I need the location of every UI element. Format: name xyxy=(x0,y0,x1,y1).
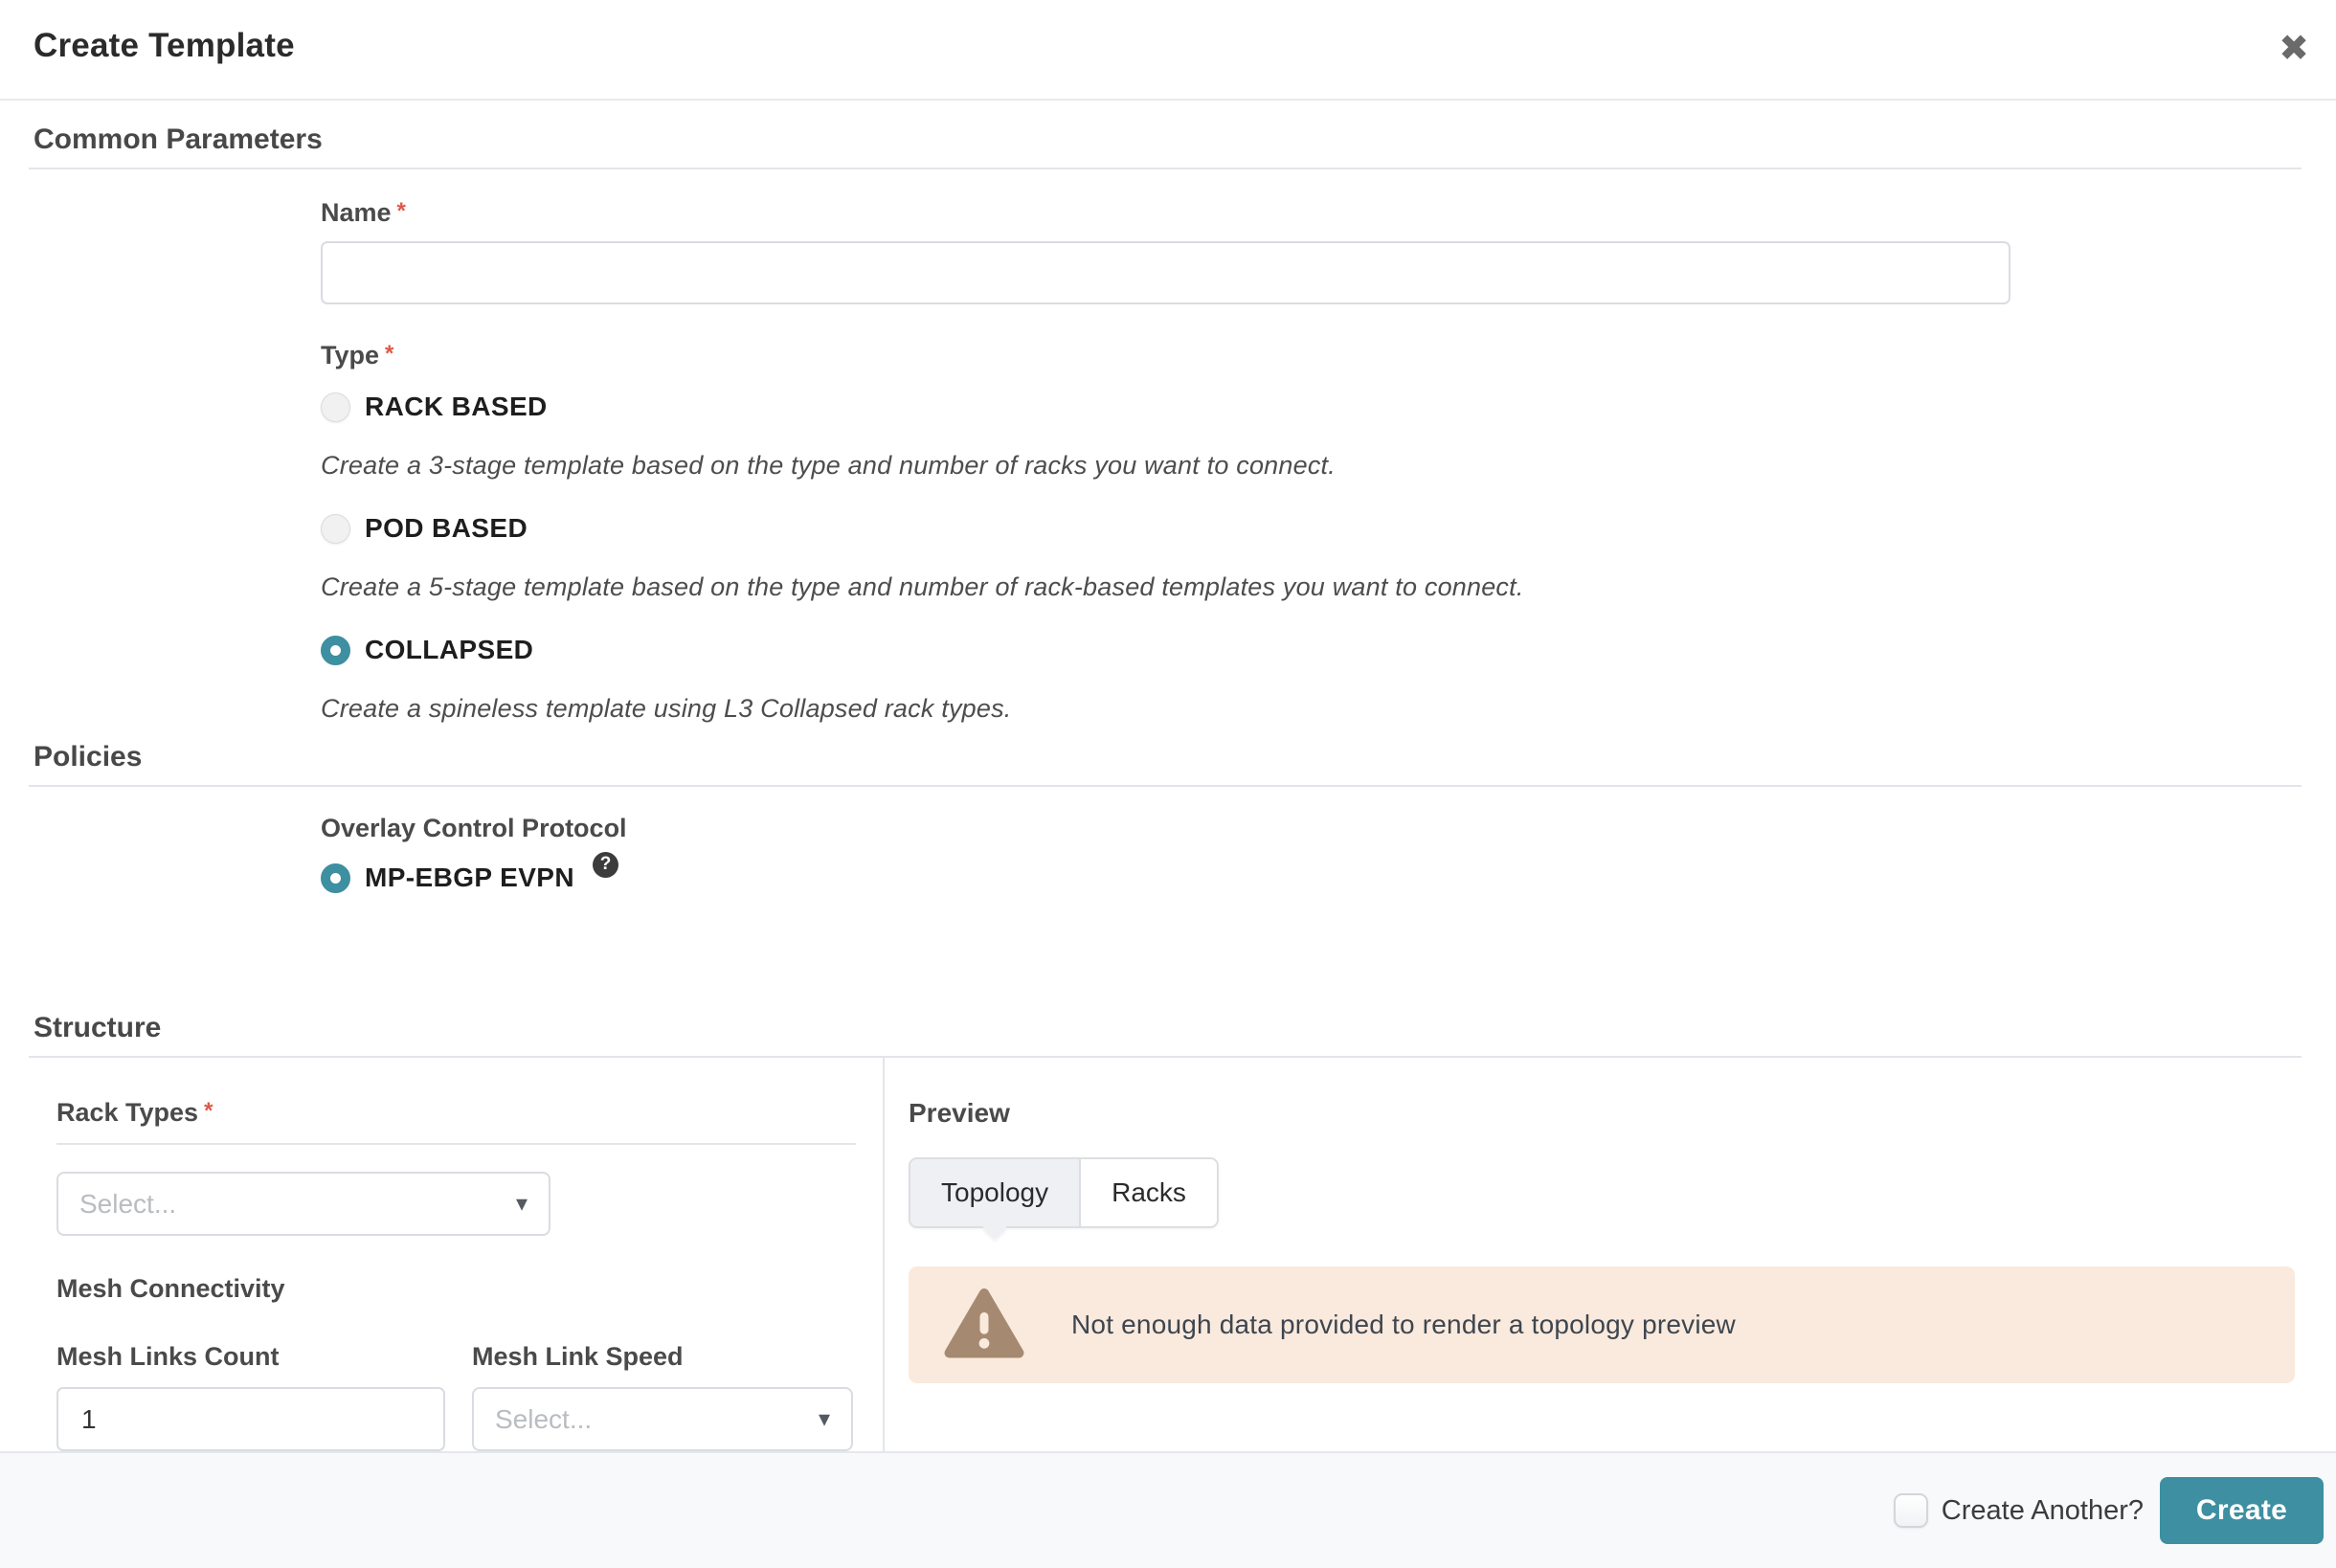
required-asterisk: * xyxy=(396,198,406,224)
modal-body xyxy=(0,101,2336,1451)
structure-left-column xyxy=(0,1058,883,1451)
rack-types-label-row xyxy=(56,1098,856,1145)
close-button[interactable] xyxy=(2269,23,2319,73)
radio-label-collapsed: COLLAPSED xyxy=(365,635,534,664)
mesh-link-speed-select[interactable] xyxy=(472,1387,853,1451)
name-field-group xyxy=(321,198,2336,304)
section-heading-structure: Structure xyxy=(34,1012,162,1043)
close-icon: ✖ xyxy=(2279,28,2309,69)
warning-triangle-icon xyxy=(943,1288,1025,1361)
radio-label-rack-based: RACK BASED xyxy=(365,392,548,421)
help-icon[interactable]: ? xyxy=(593,852,618,878)
radio-icon-collapsed-selected[interactable] xyxy=(321,636,350,665)
section-heading-common-parameters: Common Parameters xyxy=(34,123,323,155)
mesh-fields-row xyxy=(56,1342,856,1451)
rack-types-select[interactable] xyxy=(56,1172,550,1236)
topology-preview-warning xyxy=(909,1266,2295,1383)
pod-based-description: Create a 5-stage template based on the type and number of rack-based templates you want to connect. xyxy=(321,572,1524,601)
radio-label-mp-ebgp-evpn: MP-EBGP EVPN xyxy=(365,862,574,892)
section-heading-policies: Policies xyxy=(34,741,143,773)
structure-columns xyxy=(0,1058,2336,1451)
overlay-control-protocol-label: Overlay Control Protocol xyxy=(321,814,627,842)
radio-option-pod-based[interactable] xyxy=(321,509,2336,548)
rack-based-description: Create a 3-stage template based on the type and number of racks you want to connect. xyxy=(321,451,1336,480)
required-asterisk: * xyxy=(385,341,394,367)
tab-topology-label: Topology xyxy=(941,1177,1049,1207)
mesh-links-count-group xyxy=(56,1342,445,1451)
radio-icon-pod-based[interactable] xyxy=(321,514,350,544)
warning-message: Not enough data provided to render a topology preview xyxy=(1071,1310,1736,1339)
rack-types-select-placeholder: Select... xyxy=(79,1188,177,1219)
required-asterisk: * xyxy=(204,1098,213,1124)
mesh-links-count-input[interactable] xyxy=(56,1387,445,1451)
active-tab-pointer xyxy=(982,1215,1006,1239)
collapsed-description: Create a spineless template using L3 Collapsed rack types. xyxy=(321,694,1012,723)
preview-tab-group xyxy=(909,1157,1219,1228)
chevron-down-icon: ▾ xyxy=(818,1406,830,1432)
tab-racks[interactable] xyxy=(1081,1159,1217,1226)
mesh-connectivity-heading: Mesh Connectivity xyxy=(56,1274,285,1303)
modal-title: Create Template xyxy=(34,27,295,64)
mesh-links-count-label: Mesh Links Count xyxy=(56,1342,280,1371)
chevron-down-icon: ▾ xyxy=(515,1191,528,1217)
modal-header xyxy=(0,0,2336,101)
name-input[interactable] xyxy=(321,241,2010,304)
create-another-label: Create Another? xyxy=(1941,1494,2144,1526)
mesh-link-speed-label: Mesh Link Speed xyxy=(472,1342,684,1371)
tab-racks-label: Racks xyxy=(1112,1177,1186,1207)
radio-label-pod-based: POD BASED xyxy=(365,513,528,543)
radio-option-rack-based[interactable] xyxy=(321,388,2336,426)
preview-column xyxy=(883,1058,2336,1451)
mesh-link-speed-placeholder: Select... xyxy=(495,1403,593,1434)
radio-icon-mp-ebgp-evpn-selected[interactable] xyxy=(321,863,350,893)
name-label: Name xyxy=(321,198,392,227)
type-label: Type xyxy=(321,341,380,370)
radio-option-collapsed[interactable] xyxy=(321,631,2336,669)
preview-heading: Preview xyxy=(909,1098,1010,1128)
type-field-group xyxy=(321,341,2336,724)
modal-footer xyxy=(0,1451,2336,1568)
create-another-checkbox[interactable] xyxy=(1894,1493,1928,1528)
radio-icon-rack-based[interactable] xyxy=(321,392,350,422)
mesh-link-speed-group xyxy=(472,1342,853,1451)
rack-types-label: Rack Types xyxy=(56,1098,199,1127)
tab-topology[interactable] xyxy=(910,1159,1081,1226)
policies-form xyxy=(0,787,2336,901)
create-button[interactable]: Create xyxy=(2160,1477,2324,1544)
common-parameters-form xyxy=(0,169,2336,731)
radio-option-mp-ebgp-evpn[interactable] xyxy=(321,854,2336,897)
